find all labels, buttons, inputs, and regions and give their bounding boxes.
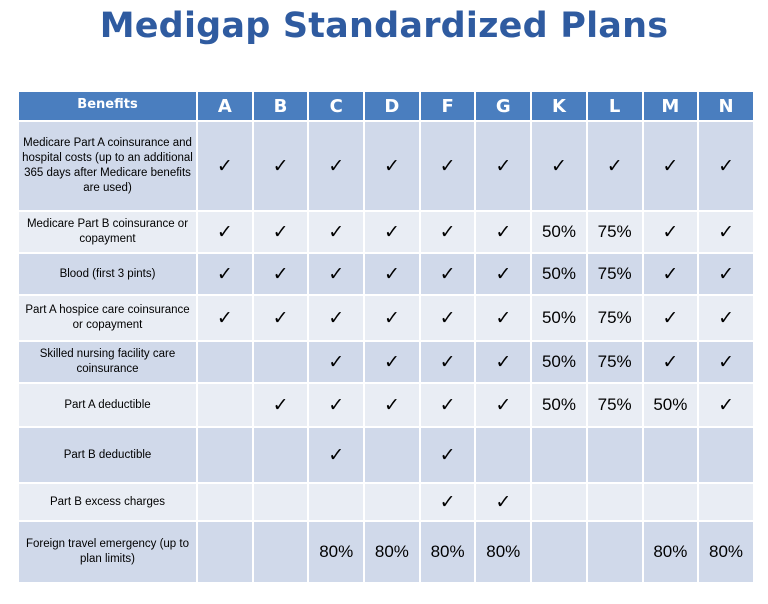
coverage-cell: 75% xyxy=(587,211,643,253)
checkmark-icon: ✓ xyxy=(253,295,309,341)
benefits-column-header: Benefits xyxy=(18,91,197,121)
checkmark-icon: ✓ xyxy=(308,121,364,211)
coverage-cell: 80% xyxy=(420,521,476,583)
benefit-label: Medicare Part B coinsurance or copayment xyxy=(18,211,197,253)
coverage-cell xyxy=(587,521,643,583)
checkmark-icon: ✓ xyxy=(308,211,364,253)
page-title: Medigap Standardized Plans xyxy=(99,6,669,46)
plan-column-header: L xyxy=(587,91,643,121)
checkmark-icon: ✓ xyxy=(475,211,531,253)
coverage-cell: 50% xyxy=(531,295,587,341)
plan-column-header: A xyxy=(197,91,253,121)
coverage-cell xyxy=(308,483,364,521)
plan-column-header: N xyxy=(698,91,754,121)
benefit-label: Medicare Part A coinsurance and hospital costs (up to an additional 365 days after Medicare benefits are used) xyxy=(18,121,197,211)
header-row xyxy=(18,91,754,121)
table-row xyxy=(18,521,754,583)
benefit-label: Foreign travel emergency (up to plan limits) xyxy=(18,521,197,583)
checkmark-icon: ✓ xyxy=(420,121,476,211)
coverage-cell xyxy=(475,427,531,483)
table-row xyxy=(18,211,754,253)
coverage-cell xyxy=(197,427,253,483)
table-row xyxy=(18,483,754,521)
checkmark-icon: ✓ xyxy=(475,121,531,211)
checkmark-icon: ✓ xyxy=(698,211,754,253)
checkmark-icon: ✓ xyxy=(420,341,476,383)
table-row xyxy=(18,427,754,483)
checkmark-icon: ✓ xyxy=(420,483,476,521)
coverage-cell xyxy=(253,483,309,521)
coverage-cell xyxy=(253,341,309,383)
coverage-cell: 80% xyxy=(308,521,364,583)
coverage-cell xyxy=(587,483,643,521)
checkmark-icon: ✓ xyxy=(197,295,253,341)
coverage-cell xyxy=(587,427,643,483)
benefit-label: Skilled nursing facility care coinsurance xyxy=(18,341,197,383)
benefit-label: Part B excess charges xyxy=(18,483,197,521)
table-row xyxy=(18,295,754,341)
checkmark-icon: ✓ xyxy=(420,427,476,483)
benefit-label: Part A hospice care coinsurance or copayment xyxy=(18,295,197,341)
checkmark-icon: ✓ xyxy=(364,383,420,427)
checkmark-icon: ✓ xyxy=(698,341,754,383)
checkmark-icon: ✓ xyxy=(364,341,420,383)
checkmark-icon: ✓ xyxy=(587,121,643,211)
coverage-cell xyxy=(253,427,309,483)
plan-column-header: F xyxy=(420,91,476,121)
plan-column-header: C xyxy=(308,91,364,121)
medigap-plans-table xyxy=(17,90,755,584)
checkmark-icon: ✓ xyxy=(643,253,699,295)
coverage-cell: 50% xyxy=(531,341,587,383)
checkmark-icon: ✓ xyxy=(308,253,364,295)
plan-column-header: B xyxy=(253,91,309,121)
coverage-cell xyxy=(364,483,420,521)
checkmark-icon: ✓ xyxy=(698,121,754,211)
plan-column-header: M xyxy=(643,91,699,121)
coverage-cell: 80% xyxy=(364,521,420,583)
table-row xyxy=(18,383,754,427)
coverage-cell: 75% xyxy=(587,341,643,383)
plan-column-header: K xyxy=(531,91,587,121)
coverage-cell xyxy=(364,427,420,483)
coverage-cell xyxy=(698,483,754,521)
checkmark-icon: ✓ xyxy=(475,253,531,295)
table-row xyxy=(18,253,754,295)
coverage-cell: 75% xyxy=(587,295,643,341)
checkmark-icon: ✓ xyxy=(308,427,364,483)
coverage-cell xyxy=(531,483,587,521)
coverage-cell xyxy=(197,483,253,521)
checkmark-icon: ✓ xyxy=(420,383,476,427)
checkmark-icon: ✓ xyxy=(308,383,364,427)
coverage-cell xyxy=(197,521,253,583)
coverage-cell: 75% xyxy=(587,253,643,295)
benefit-label: Part A deductible xyxy=(18,383,197,427)
checkmark-icon: ✓ xyxy=(531,121,587,211)
coverage-cell xyxy=(197,341,253,383)
coverage-cell: 50% xyxy=(531,253,587,295)
coverage-cell xyxy=(643,427,699,483)
checkmark-icon: ✓ xyxy=(197,211,253,253)
checkmark-icon: ✓ xyxy=(698,383,754,427)
coverage-cell: 80% xyxy=(475,521,531,583)
checkmark-icon: ✓ xyxy=(364,211,420,253)
checkmark-icon: ✓ xyxy=(253,121,309,211)
benefit-label: Part B deductible xyxy=(18,427,197,483)
checkmark-icon: ✓ xyxy=(475,383,531,427)
coverage-cell: 50% xyxy=(531,383,587,427)
checkmark-icon: ✓ xyxy=(308,295,364,341)
table-row xyxy=(18,121,754,211)
coverage-cell: 50% xyxy=(531,211,587,253)
checkmark-icon: ✓ xyxy=(420,211,476,253)
checkmark-icon: ✓ xyxy=(253,383,309,427)
checkmark-icon: ✓ xyxy=(643,341,699,383)
checkmark-icon: ✓ xyxy=(308,341,364,383)
coverage-cell xyxy=(197,383,253,427)
coverage-cell xyxy=(531,427,587,483)
checkmark-icon: ✓ xyxy=(475,295,531,341)
checkmark-icon: ✓ xyxy=(420,253,476,295)
plan-column-header: D xyxy=(364,91,420,121)
table-body xyxy=(18,121,754,583)
checkmark-icon: ✓ xyxy=(197,253,253,295)
checkmark-icon: ✓ xyxy=(420,295,476,341)
coverage-cell: 75% xyxy=(587,383,643,427)
checkmark-icon: ✓ xyxy=(643,121,699,211)
coverage-cell: 80% xyxy=(643,521,699,583)
checkmark-icon: ✓ xyxy=(197,121,253,211)
checkmark-icon: ✓ xyxy=(698,295,754,341)
checkmark-icon: ✓ xyxy=(475,341,531,383)
coverage-cell: 80% xyxy=(698,521,754,583)
benefit-label: Blood (first 3 pints) xyxy=(18,253,197,295)
coverage-cell xyxy=(643,483,699,521)
checkmark-icon: ✓ xyxy=(364,295,420,341)
table-row xyxy=(18,341,754,383)
checkmark-icon: ✓ xyxy=(253,211,309,253)
plan-column-header: G xyxy=(475,91,531,121)
coverage-cell xyxy=(698,427,754,483)
checkmark-icon: ✓ xyxy=(475,483,531,521)
checkmark-icon: ✓ xyxy=(253,253,309,295)
checkmark-icon: ✓ xyxy=(643,211,699,253)
checkmark-icon: ✓ xyxy=(364,253,420,295)
checkmark-icon: ✓ xyxy=(364,121,420,211)
checkmark-icon: ✓ xyxy=(643,295,699,341)
coverage-cell: 50% xyxy=(643,383,699,427)
checkmark-icon: ✓ xyxy=(698,253,754,295)
coverage-cell xyxy=(253,521,309,583)
coverage-cell xyxy=(531,521,587,583)
